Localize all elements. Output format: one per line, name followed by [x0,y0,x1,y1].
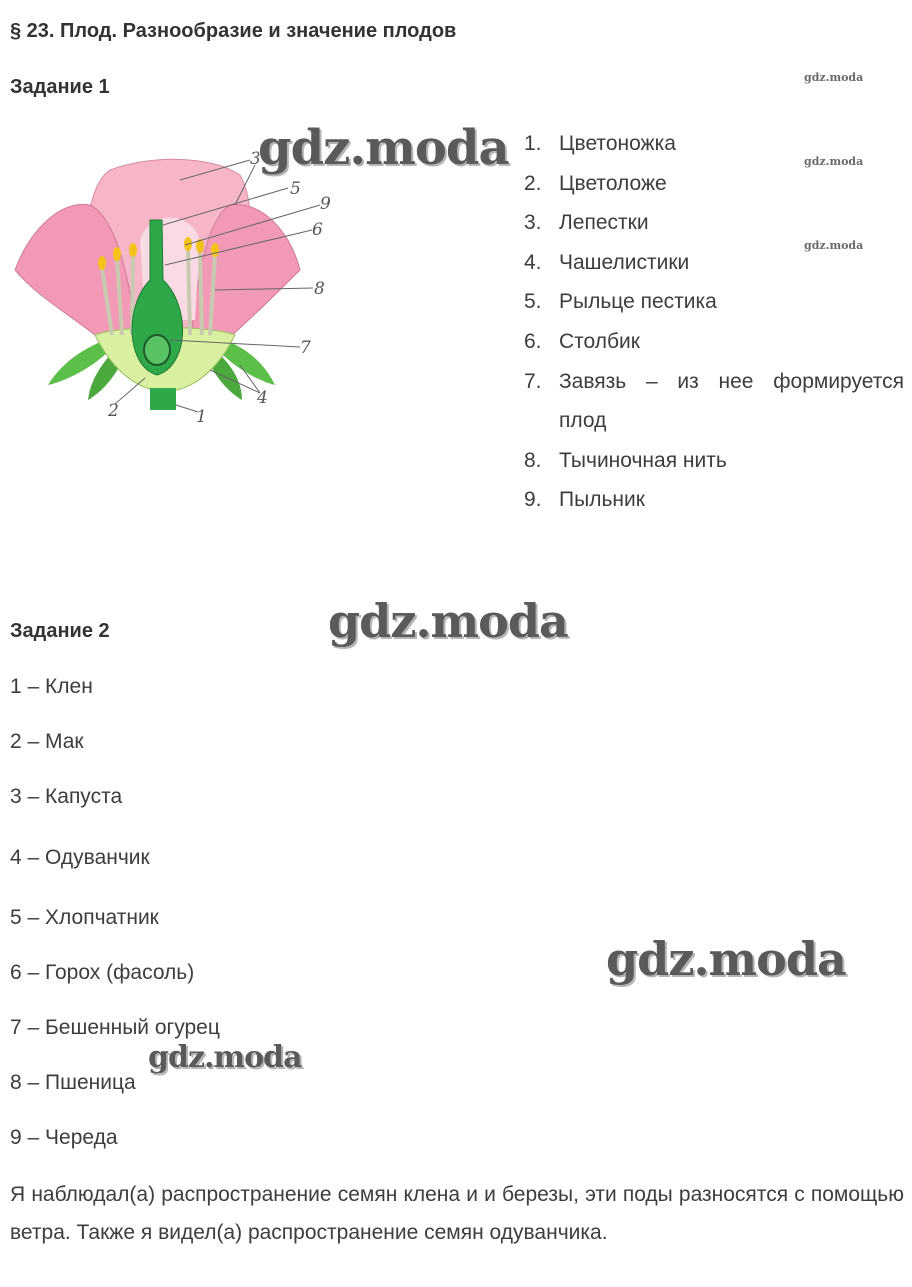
watermark: gdz.moda [606,932,846,986]
legend-item: 3. Лепестки [524,211,649,235]
label-7: 7 [300,338,311,358]
page-title: § 23. Плод. Разнообразие и значение плодов [10,20,457,42]
watermark: gdz.moda [804,71,864,84]
watermark: gdz.moda [148,1040,302,1075]
legend-item-continuation: плод [559,409,607,433]
legend-item: 1. Цветоножка [524,132,676,155]
flower-legend [524,124,904,520]
list-item: 5 – Хлопчатник [10,906,159,929]
label-4: 4 [257,388,268,408]
legend-item: 2. Цветоложе [524,171,667,195]
legend-item: 9. Пыльник [524,488,645,512]
list-item: 8 – Пшеница [10,1071,136,1094]
label-9: 9 [320,194,331,214]
watermark: gdz.moda [258,120,509,176]
label-1: 1 [196,407,207,427]
ovule [144,335,170,365]
list-item: 2 – Мак [10,730,84,753]
list-item: 9 – Череда [10,1126,118,1149]
label-3: 3 [250,150,261,169]
legend-item: 8. Тычиночная нить [524,448,727,472]
list-item: 6 – Горох (фасоль) [10,961,195,984]
stalk [150,388,176,410]
legend-item: 6. Столбик [524,329,640,353]
watermark: gdz.moda [804,155,864,168]
legend-item: 5. Рыльце пестика [524,290,717,314]
observation-paragraph: Я наблюдал(а) распространение семян клена и и березы, эти поды разносятся с помощью ветра. Также я видел(а) распространение семян одуванчика. [10,1183,904,1244]
task1-heading: Задание 1 [10,76,110,98]
label-6: 6 [312,220,323,240]
watermark: gdz.moda [328,594,568,648]
flower-diagram [10,150,340,430]
label-8: 8 [314,279,325,299]
watermark: gdz.moda [804,239,864,252]
list-item: 1 – Клен [10,675,93,698]
legend-item: 4. Чашелистики [524,250,690,274]
list-item: 7 – Бешенный огурец [10,1016,220,1039]
list-item: 4 – Одуванчик [10,846,150,869]
list-item: 3 – Капуста [10,785,123,808]
label-5: 5 [290,179,301,199]
legend-item: 7. Завязь – из нее формируется [524,369,904,393]
task2-heading: Задание 2 [10,620,110,642]
label-2: 2 [108,401,119,421]
